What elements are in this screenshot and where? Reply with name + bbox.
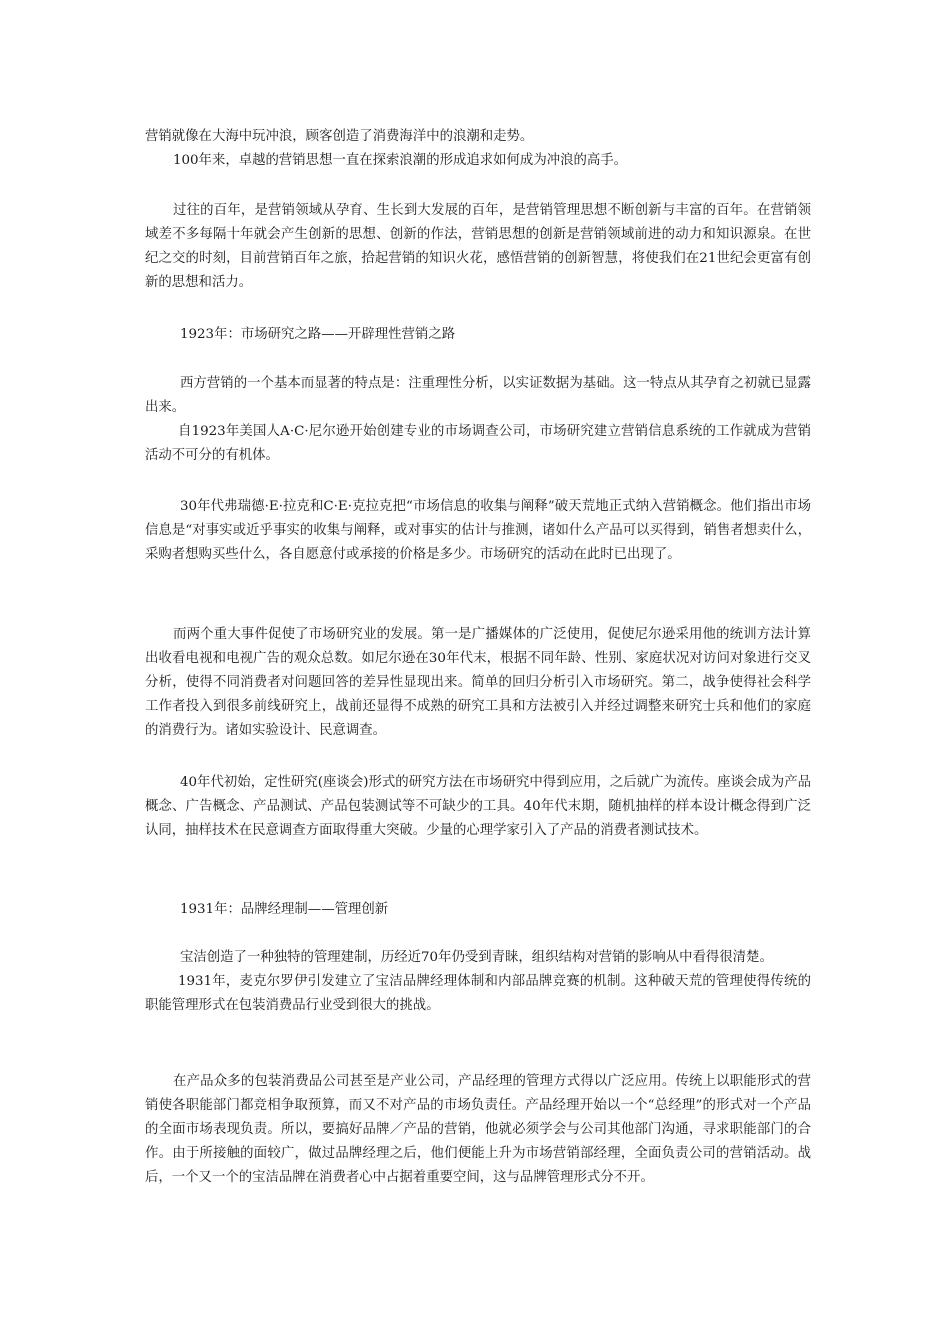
section-heading-1931: 1931年：品牌经理制——管理创新 [180,902,389,917]
section-1931-paragraph-3: 在产品众多的包装消费品公司甚至是产业公司，产品经理的管理方式得以广泛应用。传统上以职能形式的营销使各职能部门都竞相争取预算，而又不对产品的市场负责任。产品经理开始以一个“总经理”的形式对一个产品的全面市场表现负责。所以，要搞好品牌／产品的营销，他就必须学会与公司其他部门沟通，寻求职能部门的合作。由于所接触的面较广，做过品牌经理之后，他们便能上升为市场营销部经理，全面负责公司的营销活动。战后，一个又一个的宝洁品牌在消费者心中占据着重要空间，这与品牌管理形式分不开。 [145,1074,811,1185]
section-1931-block-b [145,1070,811,1190]
section-1931-paragraph-1: 宝洁创造了一种独特的管理建制，历经近70年仍受到青睐，组织结构对营销的影响从中看得很清楚。 [180,950,773,965]
intro-block [145,125,811,173]
section-1923-block-d [145,771,811,843]
intro-paragraph-2: 100年来，卓越的营销思想一直在探索浪潮的形成追求如何成为冲浪的高手。 [173,153,628,168]
section-1931-paragraph-2: 1931年，麦克尔罗伊引发建立了宝洁品牌经理体制和内部品牌竞赛的机制。这种破天荒的管理使得传统的职能管理形式在包装消费品行业受到很大的挑战。 [145,974,811,1013]
section-1923-block-c [145,623,811,743]
overview-block [145,199,811,295]
section-heading-1923: 1923年：市场研究之路——开辟理性营销之路 [180,327,456,342]
section-1931-block-a [145,946,811,1018]
intro-paragraph-1: 营销就像在大海中玩冲浪，顾客创造了消费海洋中的浪潮和走势。 [145,129,534,144]
section-1923-paragraph-1: 西方营销的一个基本而显著的特点是：注重理性分析，以实证数据为基础。这一特点从其孕育之初就已显露出来。 [145,376,811,415]
section-1923-paragraph-5: 40年代初始，定性研究(座谈会)形式的研究方法在市场研究中得到应用，之后就广为流传。座谈会成为产品概念、广告概念、产品测试、产品包装测试等不可缺少的工具。40年代末期，随机抽样的样本设计概念得到广泛认同，抽样技术在民意调查方面取得重大突破。少量的心理学家引入了产品的消费者测试技术。 [145,775,811,838]
section-1923-paragraph-2: 自1923年美国人A·C·尼尔逊开始创建专业的市场调查公司，市场研究建立营销信息系统的工作就成为营销活动不可分的有机体。 [145,424,811,463]
section-1923-paragraph-4: 而两个重大事件促使了市场研究业的发展。第一是广播媒体的广泛使用，促使尼尔逊采用他的统训方法计算出收看电视和电视广告的观众总数。如尼尔逊在30年代末，根据不同年龄、性别、家庭状况对访问对象进行交叉分析，使得不同消费者对问题回答的差异性显现出来。简单的回归分析引入市场研究。第二，战争使得社会科学工作者投入到很多前线研究上，战前还显得不成熟的研究工具和方法被引入并经过调整来研究士兵和他们的家庭的消费行为。诸如实验设计、民意调查。 [145,627,811,738]
section-1923-block-b [145,495,811,567]
section-1923-paragraph-3: 30年代弗瑞德·E·拉克和C·E·克拉克把“市场信息的收集与阐释”破天荒地正式纳入营销概念。他们指出市场信息是“对事实或近乎事实的收集与阐释，或对事实的估计与推测，诸如什么产品可以买得到，销售者想卖什么，采购者想购买些什么，各自愿意付或承接的价格是多少。市场研究的活动在此时已出现了。 [145,499,811,562]
section-1923-block-a [145,372,811,468]
overview-paragraph: 过往的百年，是营销领域从孕育、生长到大发展的百年，是营销管理思想不断创新与丰富的百年。在营销领域差不多每隔十年就会产生创新的思想、创新的作法，营销思想的创新是营销领域前进的动力和知识源泉。在世纪之交的时刻，目前营销百年之旅，拾起营销的知识火花，感悟营销的创新智慧，将使我们在21世纪会更富有创新的思想和活力。 [145,203,811,290]
